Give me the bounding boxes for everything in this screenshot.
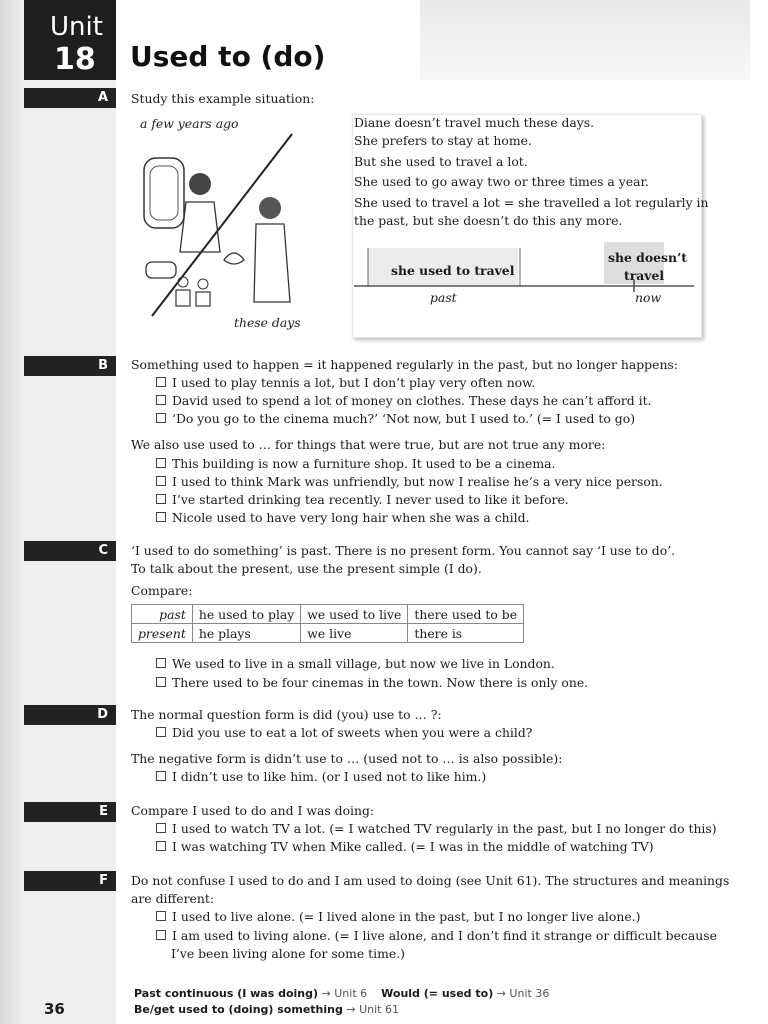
example-item: I used to play tennis a lot, but I don’t play very often now. xyxy=(156,374,535,392)
woman-figure-past xyxy=(189,173,211,195)
example-item: I used to think Mark was unfriendly, but now I realise he’s a very nice person. xyxy=(156,473,663,491)
box-line: She prefers to stay at home. xyxy=(354,133,532,148)
unit-badge xyxy=(24,0,116,80)
section-a-marker: A xyxy=(24,88,116,108)
facing-page-shadow xyxy=(420,0,750,80)
axis-past-label: past xyxy=(430,290,457,305)
page-number: 36 xyxy=(44,1000,65,1018)
table-cell: present xyxy=(132,624,193,643)
unit-link[interactable]: → Unit 6 xyxy=(321,987,368,1000)
example-item: I used to watch TV a lot. (= I watched TV regularly in the past, but I no longer do this) xyxy=(156,820,717,838)
table-row xyxy=(132,624,524,643)
section-f-marker: F xyxy=(24,871,116,891)
unit-number: 18 xyxy=(54,42,96,77)
example-item: I used to live alone. (= I lived alone in the past, but I no longer live alone.) xyxy=(156,908,640,926)
table-cell: we used to live xyxy=(301,605,408,624)
compare-label: Compare: xyxy=(131,583,193,598)
example-item: I’ve started drinking tea recently. I never used to like it before. xyxy=(156,491,569,509)
section-b-intro2: We also use used to … for things that were true, but are not true any more: xyxy=(131,437,606,452)
section-e-line: Compare I used to do and I was doing: xyxy=(131,803,375,818)
section-c-line: ‘I used to do something’ is past. There is no present form. You cannot say ‘I use to do’. xyxy=(131,543,676,558)
example-item: Did you use to eat a lot of sweets when you were a child? xyxy=(156,724,532,742)
example-item: This building is now a furniture shop. It used to be a cinema. xyxy=(156,455,555,473)
caption-these-days: these days xyxy=(234,315,301,330)
example-item: There used to be four cinemas in the town. Now there is only one. xyxy=(156,674,588,692)
example-item: David used to spend a lot of money on clothes. These days he can’t afford it. xyxy=(156,392,652,410)
bag-icon xyxy=(146,262,176,278)
table-cell: there used to be xyxy=(408,605,524,624)
section-f-line: Do not confuse I used to do and I am used to doing (see Unit 61). The structures and meanings xyxy=(131,873,730,888)
section-c-line: To talk about the present, use the present simple (I do). xyxy=(131,561,482,576)
section-b-marker: B xyxy=(24,356,116,376)
table-cell: there is xyxy=(408,624,524,643)
box-line: She used to travel a lot = she travelled a lot regularly in xyxy=(354,195,709,210)
cartoon-illustration xyxy=(138,112,308,332)
section-d-marker: D xyxy=(24,705,116,725)
axis-now-label: now xyxy=(635,290,662,305)
caption-a-few-years-ago: a few years ago xyxy=(140,116,239,131)
box-line: Diane doesn’t travel much these days. xyxy=(354,115,595,130)
comparison-table xyxy=(131,604,524,643)
example-item: I didn’t use to like him. (or I used not to like him.) xyxy=(156,768,486,786)
plant-pot-icon xyxy=(196,292,210,306)
unit-link[interactable]: → Unit 61 xyxy=(346,1003,399,1016)
table-cell: he used to play xyxy=(192,605,300,624)
section-d-line: The negative form is didn’t use to … (used not to … is also possible): xyxy=(131,751,563,766)
section-b-intro: Something used to happen = it happened regularly in the past, but no longer happens: xyxy=(131,357,678,372)
table-cell: he plays xyxy=(192,624,300,643)
unit-link[interactable]: → Unit 36 xyxy=(496,987,550,1000)
plant-pot-icon xyxy=(176,290,190,306)
page-edge-shadow xyxy=(0,0,24,1024)
timeline-now-label: travel xyxy=(624,268,665,283)
box-line: the past, but she doesn’t do this any more. xyxy=(354,213,623,228)
woman-figure-present xyxy=(259,197,281,219)
section-e-marker: E xyxy=(24,802,116,822)
table-cell: past xyxy=(132,605,193,624)
timeline-now-label: she doesn’t xyxy=(608,250,688,265)
table-row xyxy=(132,605,524,624)
example-item: We used to live in a small village, but now we live in London. xyxy=(156,655,555,673)
example-item: Nicole used to have very long hair when she was a child. xyxy=(156,509,529,527)
watering-can-icon xyxy=(224,253,244,264)
divider-line xyxy=(152,134,292,316)
table-cell: we live xyxy=(301,624,408,643)
section-d-line: The normal question form is did (you) use to … ?: xyxy=(131,707,442,722)
example-item: ‘Do you go to the cinema much?’ ‘Not now, but I used to.’ (= I used to go) xyxy=(156,410,635,428)
timeline-past-label: she used to travel xyxy=(391,263,515,278)
page-title: Used to (do) xyxy=(130,40,326,73)
example-item-continued: I’ve been living alone for some time.) xyxy=(171,946,405,961)
section-f-line: are different: xyxy=(131,891,215,906)
section-c-marker: C xyxy=(24,541,116,561)
cross-reference-line: Be/get used to (doing) something → Unit 61 xyxy=(134,1003,399,1016)
cross-reference-line: Past continuous (I was doing) → Unit 6 Would (= used to) → Unit 36 xyxy=(134,987,550,1000)
example-item: I am used to living alone. (= I live alone, and I don’t find it strange or difficult because xyxy=(156,927,717,945)
unit-word: Unit xyxy=(50,12,103,42)
box-line: She used to go away two or three times a year. xyxy=(354,174,649,189)
section-a-intro: Study this example situation: xyxy=(131,91,315,106)
example-item: I was watching TV when Mike called. (= I was in the middle of watching TV) xyxy=(156,838,654,856)
box-line: But she used to travel a lot. xyxy=(354,154,528,169)
